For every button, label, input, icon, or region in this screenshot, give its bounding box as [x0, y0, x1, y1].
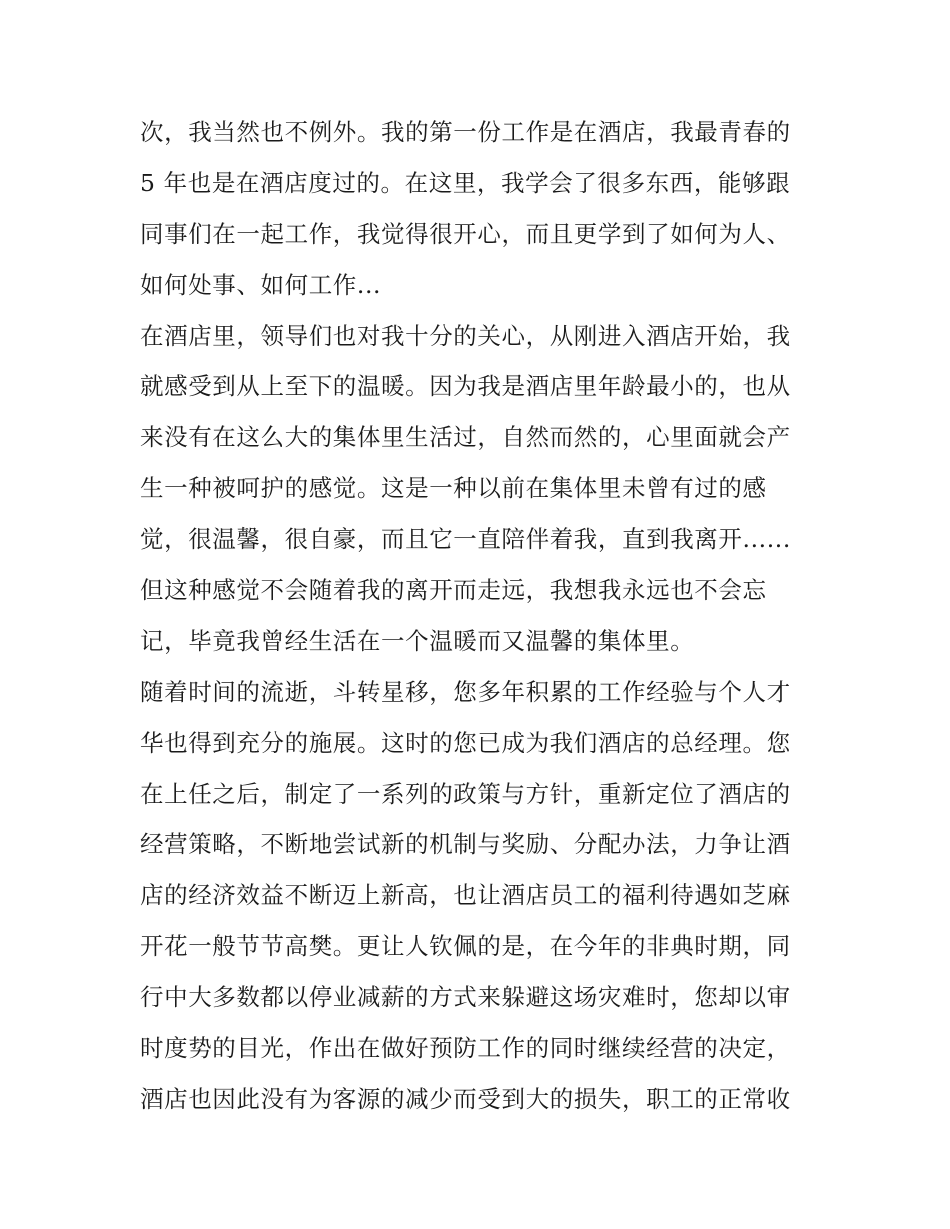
text-line: 如何处事、如何工作... — [140, 270, 382, 299]
text-line: 觉，很温馨，很自豪，而且它一直陪伴着我，直到我离开...... — [140, 525, 791, 554]
text-line: 5 年也是在酒店度过的。在这里，我学会了很多东西，能够跟 — [140, 168, 791, 197]
text-line: 华也得到充分的施展。这时的您已成为我们酒店的总经理。您 — [140, 728, 791, 757]
text-line: 开花一般节节高樊。更让人钦佩的是，在今年的非典时期，同 — [140, 932, 791, 961]
text-line: 店的经济效益不断迈上新高，也让酒店员工的福利待遇如芝麻 — [140, 881, 791, 910]
text-line: 但这种感觉不会随着我的离开而走远，我想我永远也不会忘 — [140, 576, 767, 605]
text-line: 来没有在这么大的集体里生活过，自然而然的，心里面就会产 — [140, 423, 791, 452]
text-line: 同事们在一起工作，我觉得很开心，而且更学到了如何为人、 — [140, 219, 791, 248]
text-line: 生一种被呵护的感觉。这是一种以前在集体里未曾有过的感 — [140, 474, 767, 503]
text-line: 在上任之后，制定了一系列的政策与方针，重新定位了酒店的 — [140, 779, 791, 808]
text-line: 在酒店里，领导们也对我十分的关心，从刚进入酒店开始，我 — [140, 321, 791, 350]
text-line: 就感受到从上至下的温暖。因为我是酒店里年龄最小的，也从 — [140, 372, 791, 401]
text-line: 经营策略，不断地尝试新的机制与奖励、分配办法，力争让酒 — [140, 830, 791, 859]
text-line: 次，我当然也不例外。我的第一份工作是在酒店，我最青春的 — [140, 118, 791, 146]
text-line: 酒店也因此没有为客源的减少而受到大的损失，职工的正常收 — [140, 1084, 791, 1113]
body-text — [140, 107, 820, 1125]
text-line: 随着时间的流逝，斗转星移，您多年积累的工作经验与个人才 — [140, 677, 791, 706]
text-line: 时度势的目光，作出在做好预防工作的同时继续经营的决定， — [140, 1034, 791, 1063]
text-line: 记，毕竟我曾经生活在一个温暖而又温馨的集体里。 — [140, 626, 695, 655]
text-line: 行中大多数都以停业减薪的方式来躲避这场灾难时，您却以审 — [140, 983, 791, 1012]
